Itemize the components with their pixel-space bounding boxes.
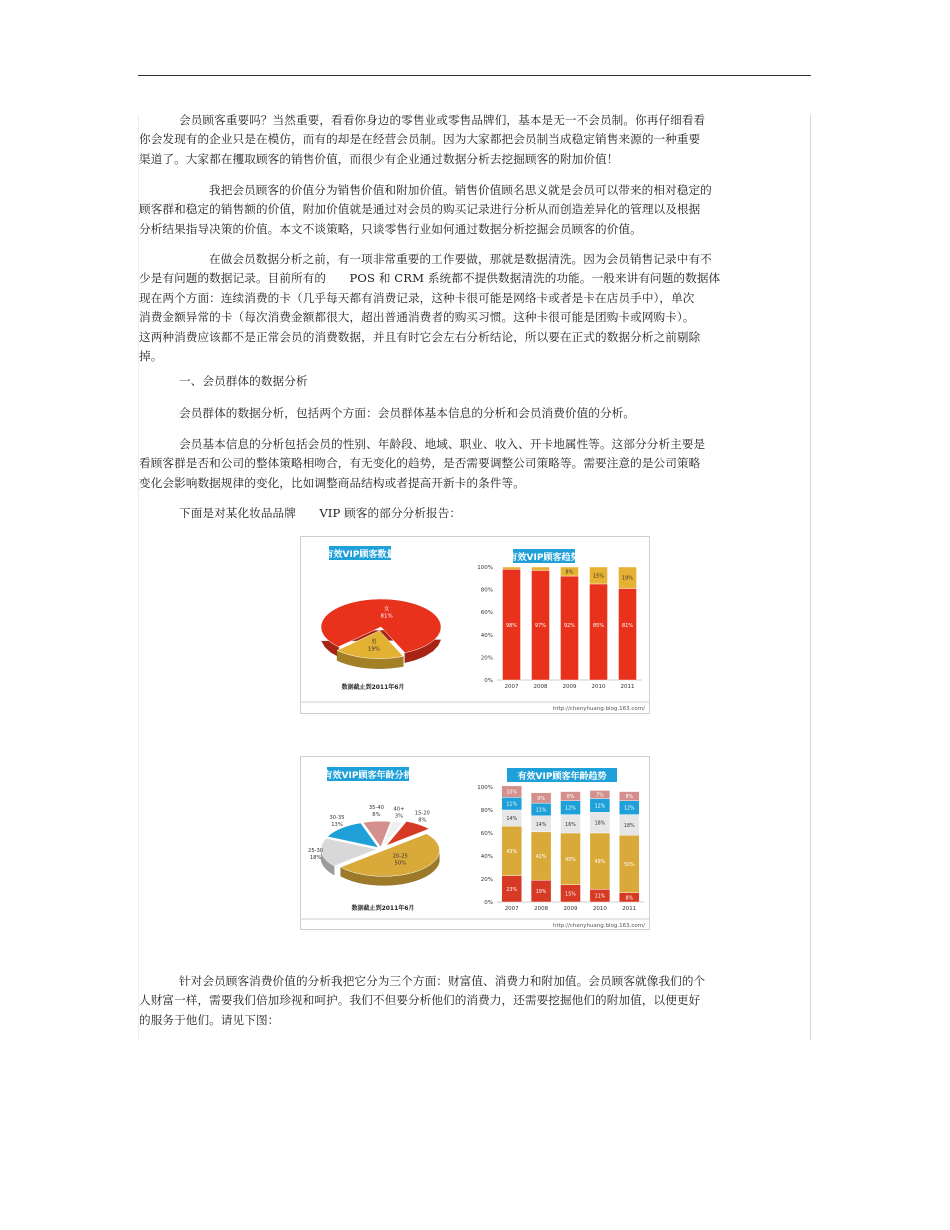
bar2-data-label: 50%: [623, 863, 635, 869]
paragraph-intro: [139, 111, 769, 169]
paragraph-consumption-value: [139, 972, 769, 1030]
text-line: 会员群体的数据分析，包括两个方面：会员群体基本信息的分析和会员消费价值的分析。: [179, 406, 636, 420]
paragraph-report-intro: [139, 504, 769, 523]
pie1-date-note: 数据截止到2011年6月: [341, 684, 405, 691]
bar2-data-label: 12%: [623, 806, 635, 812]
text-line: 少是有问题的数据记录。目前所有的 POS 和 CRM 系统都不提供数据清洗的功能。一般来讲有问题的数据体: [139, 271, 721, 286]
bar1-data-label: 98%: [505, 623, 518, 629]
text-line: 分析结果指导决策的价值。本文不谈策略，只谈零售行业如何通过数据分析挖掘会员顾客的价值。: [139, 221, 642, 236]
text-line: 现在两个方面：连续消费的卡（几乎每天都有消费记录，这种卡很可能是网络卡或者是卡在店员手中），单次: [139, 290, 695, 305]
bar1-data-label: 81%: [621, 623, 634, 629]
bar2-data-label: 11%: [594, 894, 606, 900]
paragraph-value-types: [139, 181, 769, 239]
bar1-title: 有效VIP顾客趋势: [508, 553, 580, 563]
pie2-label-name: 15-20: [414, 810, 430, 817]
pie1-label-name: 男: [371, 639, 377, 646]
pie1-label-name: 女: [383, 606, 390, 613]
y-tick-label: 0%: [484, 678, 493, 684]
bar2-data-label: 7%: [596, 793, 604, 799]
pie2-label-name: 35-40: [368, 805, 384, 812]
text-line: 这两种消费应该都不是正常会员的消费数据，并且有时它会左右分析结论，所以要在正式的数据分析之前剔除: [139, 329, 701, 344]
x-tick-label: 2010: [592, 906, 607, 912]
text-line: 人财富一样，需要我们倍加珍视和呵护。我们不但要分析他们的消费力，还需要挖掘他们的附加值，以便更好: [139, 993, 701, 1008]
y-tick-label: 40%: [480, 854, 493, 860]
text-line: 渠道了。大家都在攫取顾客的销售价值，而很少有企业通过数据分析去挖掘顾客的附加价值！: [139, 151, 619, 166]
y-tick-label: 80%: [480, 587, 493, 594]
y-tick-label: 20%: [480, 655, 493, 662]
right-margin-line: [810, 115, 811, 1040]
y-tick-label: 80%: [480, 808, 493, 814]
pie2-label-value: 8%: [418, 817, 427, 824]
bar1-data-label: 92%: [563, 623, 576, 629]
text-line: 掉。: [139, 349, 163, 364]
bar2-data-label: 12%: [565, 806, 576, 812]
paragraph-data-cleaning: [139, 250, 769, 366]
figure-vip-count-svg: [301, 537, 649, 713]
bar1-data-label: 85%: [592, 623, 605, 629]
text-line: 你会发现有的企业只是在模仿，而有的却是在经营会员制。因为大家都把会员制当成稳定销售来源的一种重要: [139, 132, 701, 147]
y-tick-label: 100%: [477, 565, 493, 571]
bar2-title: 有效VIP顾客年龄趋势: [517, 772, 607, 782]
bar2-data-label: 11%: [506, 802, 518, 808]
text-line: 一、会员群体的数据分析: [179, 374, 308, 388]
x-tick-label: 2009: [562, 684, 577, 690]
x-tick-label: 2011: [622, 906, 637, 912]
bar2-data-label: 49%: [594, 860, 606, 866]
pie1-label-value: 19%: [367, 646, 380, 653]
text-line: 变化会影响数据规律的变化，比如调整商品结构或者提高开新卡的条件等。: [139, 475, 525, 490]
bar2-data-label: 16%: [565, 822, 576, 828]
bar2-data-label: 19%: [535, 890, 547, 896]
x-tick-label: 2008: [533, 684, 548, 690]
pie2-label-name: 40+: [393, 806, 405, 813]
pie2-date-note: 数据截止到2011年6月: [351, 905, 415, 912]
text-line: 下面是对某化妆品品牌 VIP 顾客的部分分析报告：: [179, 506, 462, 520]
bar2-data-label: 8%: [625, 896, 634, 902]
y-tick-label: 60%: [480, 831, 493, 837]
pie2-label-value: 18%: [309, 855, 322, 862]
bar2-data-label: 43%: [506, 849, 518, 855]
bar2-data-label: 10%: [506, 790, 518, 796]
pie1-title: 有效VIP顾客数量: [324, 550, 396, 560]
x-tick-label: 2008: [534, 906, 549, 912]
header-rule: [138, 75, 811, 76]
bar1-data-label: 97%: [534, 623, 547, 629]
y-tick-label: 100%: [477, 785, 493, 791]
pie2-label-name: 20-25: [392, 853, 408, 860]
text-line: 在做会员数据分析之前，有一项非常重要的工作要做，那就是数据清洗。因为会员销售记录中有不: [209, 252, 712, 266]
bar-segment: [532, 567, 550, 570]
x-tick-label: 2010: [591, 684, 606, 690]
pie2-label-value: 8%: [372, 812, 381, 819]
text-line: 针对会员顾客消费价值的分析我把它分为三个方面：财富值、消费力和附加值。会员顾客就像我们的个: [179, 974, 706, 988]
text-line: 看顾客群是否和公司的整体策略相吻合，有无变化的趋势，是否需要调整公司策略等。需要注意的是公司策略: [139, 456, 701, 471]
bar1-data-label: 15%: [592, 573, 605, 580]
paragraph-basic-info: [139, 435, 769, 493]
bar2-data-label: 23%: [506, 887, 518, 893]
bar2-data-label: 14%: [506, 817, 518, 823]
bar2-data-label: 8%: [566, 795, 575, 801]
pie2-label-value: 50%: [394, 860, 407, 867]
text-line: 的服务于他们。请见下图：: [139, 1012, 280, 1027]
pie1: [321, 599, 441, 669]
pie2-label-value: 13%: [331, 821, 343, 828]
bar2-data-label: 12%: [594, 804, 606, 810]
pie2-label-value: 3%: [394, 813, 404, 820]
text-line: 顾客群和稳定的销售额的价值，附加价值就是通过对会员的购买记录进行分析从而创造差异化的管理以及根据: [139, 202, 701, 217]
text-line: 会员顾客重要吗？当然重要，看看你身边的零售业或零售品牌们，基本是无一不会员制。你再仔细看看: [179, 113, 706, 127]
bar2-data-label: 8%: [625, 795, 634, 801]
pie1-label-value: 81%: [380, 613, 393, 620]
y-tick-label: 0%: [484, 900, 493, 906]
bar-segment: [619, 588, 637, 680]
x-tick-label: 2007: [504, 906, 519, 912]
figure-vip-age: [300, 756, 650, 930]
bar2-data-label: 9%: [537, 796, 545, 802]
y-tick-label: 20%: [480, 877, 493, 883]
pie2-title: 有效VIP顾客年龄分析: [323, 771, 413, 781]
bar2-data-label: 45%: [565, 857, 576, 863]
fig2-source: http://chenyhuang.blog.163.com/: [552, 923, 645, 929]
bar1: [477, 565, 642, 690]
bar2-data-label: 15%: [565, 892, 576, 898]
bar2-data-label: 18%: [594, 821, 606, 827]
bar1-data-label: 8%: [565, 569, 574, 576]
pie2: [308, 805, 440, 885]
text-line: 消费金额异常的卡（每次消费金额都很大，超出普通消费者的购买习惯。这种卡很可能是团购卡或网购卡）。: [139, 310, 695, 325]
paragraph-group-analysis: [139, 404, 769, 423]
section-heading: [139, 372, 769, 391]
x-tick-label: 2011: [620, 684, 635, 690]
bar1-data-label: 19%: [621, 575, 634, 582]
y-tick-label: 60%: [480, 610, 493, 617]
figure-vip-age-svg: [301, 757, 649, 929]
text-line: 我把会员顾客的价值分为销售价值和附加价值。销售价值顾名思义就是会员可以带来的相对稳定的: [209, 183, 712, 197]
bar-segment: [590, 584, 608, 680]
y-tick-label: 40%: [480, 632, 493, 639]
pie2-label-name: 30-35: [329, 814, 345, 821]
figure-vip-count: [300, 536, 650, 714]
bar-segment: [503, 567, 521, 569]
x-tick-label: 2009: [563, 906, 578, 912]
bar2: [477, 785, 644, 912]
fig1-source: http://chenyhuang.blog.163.com/: [552, 706, 645, 712]
pie2-label-name: 25-30: [308, 848, 324, 855]
bar2-data-label: 11%: [535, 808, 547, 814]
text-line: 会员基本信息的分析包括会员的性别、年龄段、地域、职业、收入、开卡地属性等。这部分分析主要是: [179, 437, 706, 451]
bar2-data-label: 18%: [623, 823, 635, 829]
x-tick-label: 2007: [504, 684, 519, 690]
bar2-data-label: 42%: [535, 855, 547, 860]
bar2-data-label: 14%: [535, 822, 547, 828]
